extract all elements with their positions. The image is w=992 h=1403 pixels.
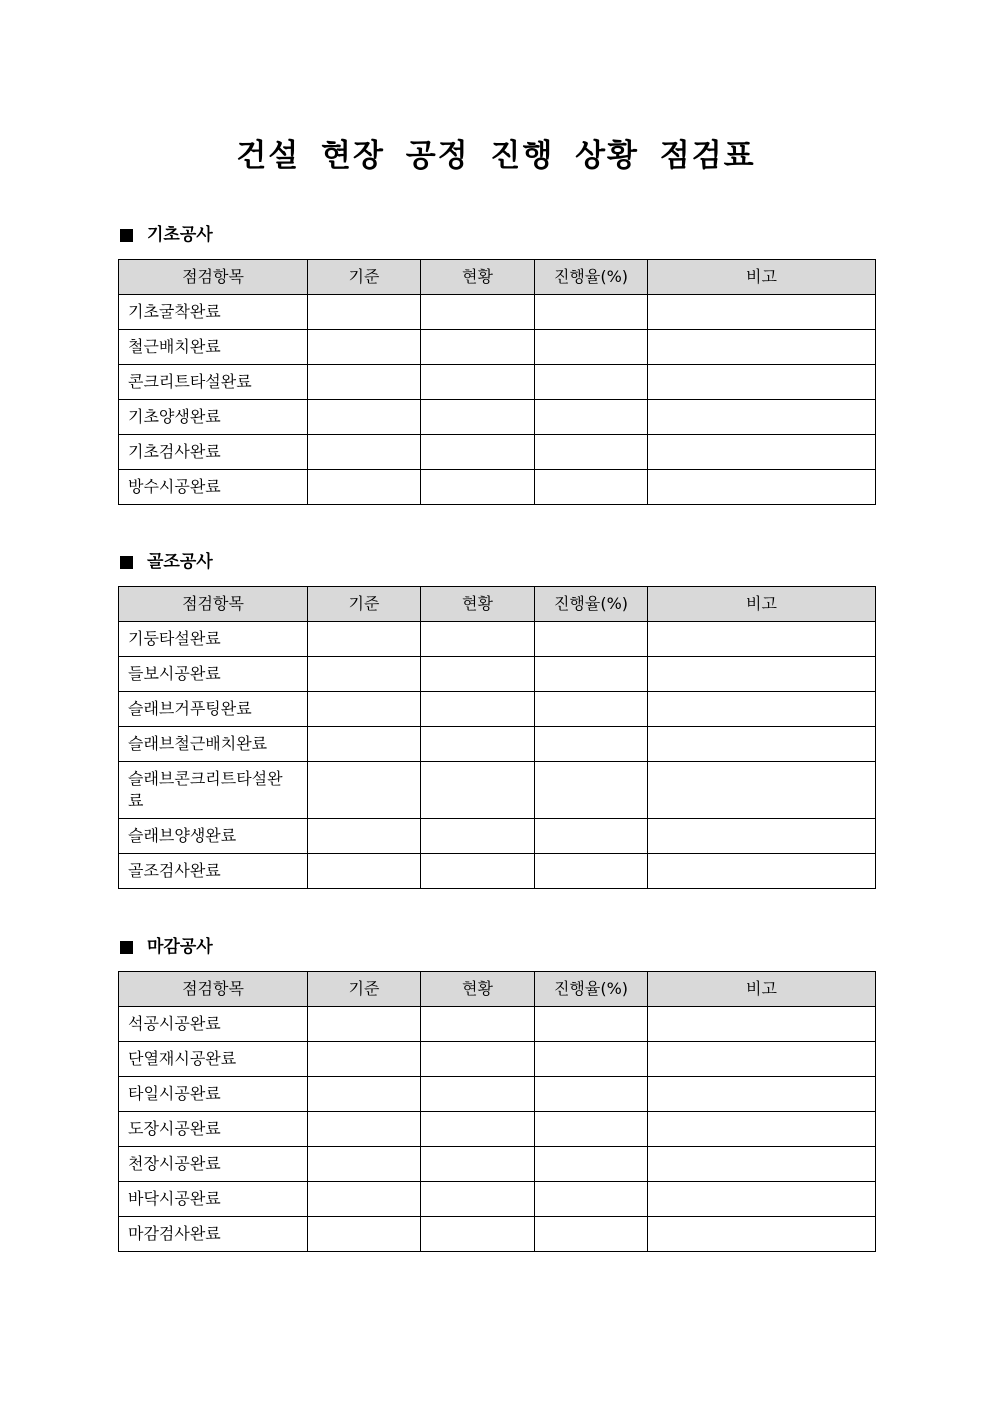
section-heading xyxy=(118,548,875,576)
item-cell: 마감검사완료 xyxy=(119,1217,308,1252)
square-bullet-icon xyxy=(120,229,133,242)
item-cell: 바닥시공완료 xyxy=(119,1182,308,1217)
progress-cell[interactable] xyxy=(535,1007,648,1042)
square-bullet-icon xyxy=(120,556,133,569)
note-cell[interactable] xyxy=(648,819,876,854)
column-header-item: 점검항목 xyxy=(119,587,308,622)
item-cell: 철근배치완료 xyxy=(119,330,308,365)
standard-cell[interactable] xyxy=(308,1182,421,1217)
progress-cell[interactable] xyxy=(535,330,648,365)
note-cell[interactable] xyxy=(648,1042,876,1077)
progress-cell[interactable] xyxy=(535,1077,648,1112)
progress-cell[interactable] xyxy=(535,762,648,819)
table-row xyxy=(119,819,876,854)
note-cell[interactable] xyxy=(648,1182,876,1217)
section-heading-label: 골조공사 xyxy=(147,552,213,572)
note-cell[interactable] xyxy=(648,622,876,657)
progress-cell[interactable] xyxy=(535,1217,648,1252)
table-row xyxy=(119,330,876,365)
note-cell[interactable] xyxy=(648,330,876,365)
table-row xyxy=(119,727,876,762)
checklist-table xyxy=(118,586,876,889)
standard-cell[interactable] xyxy=(308,470,421,505)
section-heading xyxy=(118,933,875,961)
current-cell[interactable] xyxy=(421,692,535,727)
table-row xyxy=(119,1217,876,1252)
column-header-note: 비고 xyxy=(648,972,876,1007)
column-header-note: 비고 xyxy=(648,587,876,622)
note-cell[interactable] xyxy=(648,1077,876,1112)
progress-cell[interactable] xyxy=(535,657,648,692)
table-row xyxy=(119,762,876,819)
standard-cell[interactable] xyxy=(308,295,421,330)
section-heading-label: 기초공사 xyxy=(147,225,213,245)
current-cell[interactable] xyxy=(421,622,535,657)
column-header-standard: 기준 xyxy=(308,972,421,1007)
progress-cell[interactable] xyxy=(535,854,648,889)
table-row xyxy=(119,400,876,435)
standard-cell[interactable] xyxy=(308,727,421,762)
item-cell: 석공시공완료 xyxy=(119,1007,308,1042)
item-cell: 타일시공완료 xyxy=(119,1077,308,1112)
progress-cell[interactable] xyxy=(535,622,648,657)
standard-cell[interactable] xyxy=(308,1007,421,1042)
column-header-current: 현황 xyxy=(421,587,535,622)
table-row xyxy=(119,657,876,692)
note-cell[interactable] xyxy=(648,1112,876,1147)
square-bullet-icon xyxy=(120,941,133,954)
standard-cell[interactable] xyxy=(308,1147,421,1182)
current-cell[interactable] xyxy=(421,657,535,692)
standard-cell[interactable] xyxy=(308,854,421,889)
item-cell: 슬래브철근배치완료 xyxy=(119,727,308,762)
column-header-current: 현황 xyxy=(421,260,535,295)
note-cell[interactable] xyxy=(648,727,876,762)
progress-cell[interactable] xyxy=(535,727,648,762)
column-header-item: 점검항목 xyxy=(119,260,308,295)
note-cell[interactable] xyxy=(648,1007,876,1042)
note-cell[interactable] xyxy=(648,400,876,435)
progress-cell[interactable] xyxy=(535,819,648,854)
item-cell: 슬래브거푸팅완료 xyxy=(119,692,308,727)
section-finishing xyxy=(118,933,875,1252)
progress-cell[interactable] xyxy=(535,1147,648,1182)
table-row xyxy=(119,1077,876,1112)
section-frame xyxy=(118,548,875,889)
current-cell[interactable] xyxy=(421,1112,535,1147)
progress-cell[interactable] xyxy=(535,435,648,470)
progress-cell[interactable] xyxy=(535,692,648,727)
current-cell[interactable] xyxy=(421,470,535,505)
section-foundation xyxy=(118,221,875,505)
standard-cell[interactable] xyxy=(308,1077,421,1112)
note-cell[interactable] xyxy=(648,692,876,727)
current-cell[interactable] xyxy=(421,727,535,762)
current-cell[interactable] xyxy=(421,330,535,365)
standard-cell[interactable] xyxy=(308,622,421,657)
progress-cell[interactable] xyxy=(535,365,648,400)
note-cell[interactable] xyxy=(648,295,876,330)
section-heading xyxy=(118,221,875,249)
standard-cell[interactable] xyxy=(308,365,421,400)
item-cell: 기초검사완료 xyxy=(119,435,308,470)
item-cell: 기둥타설완료 xyxy=(119,622,308,657)
table-row xyxy=(119,365,876,400)
note-cell[interactable] xyxy=(648,470,876,505)
standard-cell[interactable] xyxy=(308,400,421,435)
current-cell[interactable] xyxy=(421,435,535,470)
section-heading-label: 마감공사 xyxy=(147,937,213,957)
progress-cell[interactable] xyxy=(535,400,648,435)
table-row xyxy=(119,1007,876,1042)
table-row xyxy=(119,622,876,657)
current-cell[interactable] xyxy=(421,365,535,400)
column-header-item: 점검항목 xyxy=(119,972,308,1007)
current-cell[interactable] xyxy=(421,1182,535,1217)
current-cell[interactable] xyxy=(421,1007,535,1042)
standard-cell[interactable] xyxy=(308,819,421,854)
standard-cell[interactable] xyxy=(308,1217,421,1252)
table-row xyxy=(119,295,876,330)
column-header-note: 비고 xyxy=(648,260,876,295)
item-cell: 슬래브양생완료 xyxy=(119,819,308,854)
note-cell[interactable] xyxy=(648,762,876,819)
page-title: 건설 현장 공정 진행 상황 점검표 xyxy=(236,138,756,174)
item-cell: 기초굴착완료 xyxy=(119,295,308,330)
current-cell[interactable] xyxy=(421,400,535,435)
table-header-row xyxy=(119,972,876,1007)
progress-cell[interactable] xyxy=(535,295,648,330)
progress-cell[interactable] xyxy=(535,1112,648,1147)
table-row xyxy=(119,1042,876,1077)
standard-cell[interactable] xyxy=(308,1112,421,1147)
item-cell: 골조검사완료 xyxy=(119,854,308,889)
current-cell[interactable] xyxy=(421,1042,535,1077)
column-header-progress: 진행율(%) xyxy=(535,260,648,295)
item-cell: 들보시공완료 xyxy=(119,657,308,692)
item-cell: 단열재시공완료 xyxy=(119,1042,308,1077)
progress-cell[interactable] xyxy=(535,1042,648,1077)
note-cell[interactable] xyxy=(648,365,876,400)
table-row xyxy=(119,435,876,470)
table-row xyxy=(119,470,876,505)
checklist-table xyxy=(118,259,876,505)
checklist-table xyxy=(118,971,876,1252)
note-cell[interactable] xyxy=(648,854,876,889)
standard-cell[interactable] xyxy=(308,330,421,365)
column-header-progress: 진행율(%) xyxy=(535,972,648,1007)
note-cell[interactable] xyxy=(648,657,876,692)
current-cell[interactable] xyxy=(421,1147,535,1182)
note-cell[interactable] xyxy=(648,435,876,470)
standard-cell[interactable] xyxy=(308,657,421,692)
column-header-standard: 기준 xyxy=(308,260,421,295)
current-cell[interactable] xyxy=(421,1077,535,1112)
table-row xyxy=(119,1182,876,1217)
table-header-row xyxy=(119,260,876,295)
current-cell[interactable] xyxy=(421,295,535,330)
column-header-current: 현황 xyxy=(421,972,535,1007)
standard-cell[interactable] xyxy=(308,692,421,727)
standard-cell[interactable] xyxy=(308,435,421,470)
table-header-row xyxy=(119,587,876,622)
item-cell: 기초양생완료 xyxy=(119,400,308,435)
progress-cell[interactable] xyxy=(535,1182,648,1217)
current-cell[interactable] xyxy=(421,854,535,889)
item-cell: 콘크리트타설완료 xyxy=(119,365,308,400)
table-row xyxy=(119,1147,876,1182)
column-header-progress: 진행율(%) xyxy=(535,587,648,622)
item-cell: 천장시공완료 xyxy=(119,1147,308,1182)
table-row xyxy=(119,692,876,727)
current-cell[interactable] xyxy=(421,1217,535,1252)
note-cell[interactable] xyxy=(648,1217,876,1252)
item-cell: 방수시공완료 xyxy=(119,470,308,505)
column-header-standard: 기준 xyxy=(308,587,421,622)
current-cell[interactable] xyxy=(421,819,535,854)
standard-cell[interactable] xyxy=(308,1042,421,1077)
standard-cell[interactable] xyxy=(308,762,421,819)
note-cell[interactable] xyxy=(648,1147,876,1182)
item-cell: 도장시공완료 xyxy=(119,1112,308,1147)
progress-cell[interactable] xyxy=(535,470,648,505)
current-cell[interactable] xyxy=(421,762,535,819)
table-row xyxy=(119,1112,876,1147)
item-cell: 슬래브콘크리트타설완료 xyxy=(119,762,308,819)
table-row xyxy=(119,854,876,889)
